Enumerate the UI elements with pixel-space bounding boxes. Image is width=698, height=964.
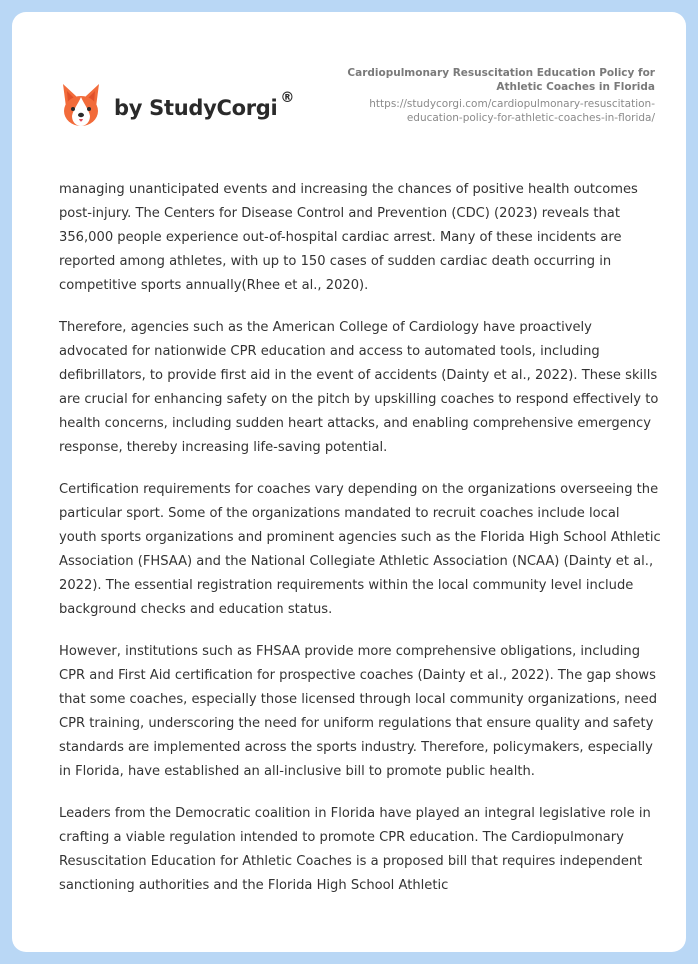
logo-wordmark: [114, 90, 295, 120]
document-header: [315, 66, 655, 125]
paragraph: managing unanticipated events and increasing the chances of positive health outcomes post-injury. The Centers for Disease Control and Prevention (CDC) (2023) reveals that 356,000 people experience out-of-hospital cardiac arrest. Many of these incidents are reported among athletes, with up to 150 cases of sudden cardiac death occurring in competitive sports annually(Rhee et al., 2020).: [59, 182, 638, 293]
document-title: Cardiopulmonary Resuscitation Education Policy for Athletic Coaches in Florida: [347, 67, 655, 93]
logo-brand-name: by StudyCorgi: [114, 96, 278, 120]
corgi-logo-icon: [60, 82, 102, 130]
paragraph: However, institutions such as FHSAA provide more comprehensive obligations, including CPR and First Aid certification for prospective coaches (Dainty et al., 2022). The gap shows that some coaches, especially those licensed through local community organizations, need CPR training, underscoring the need for uniform regulations that ensure quality and safety standards are implemented across the sports industry. Therefore, policymakers, especially in Florida, have established an all-inclusive bill to promote public health.: [59, 644, 658, 779]
document-body: [59, 178, 661, 916]
paragraph: Leaders from the Democratic coalition in Florida have played an integral legislative role in crafting a viable regulation intended to promote CPR education. The Cardiopulmonary Resuscitation Education for Athletic Coaches is a proposed bill that requires independent sanctioning authorities and the Florida High School Athletic: [59, 806, 651, 893]
paragraph: Certification requirements for coaches vary depending on the organizations overseeing the particular sport. Some of the organizations mandated to recruit coaches include local youth sports organizations and prominent agencies such as the Florida High School Athletic Association (FHSAA) and the National Collegiate Athletic Association (NCAA) (Dainty et al., 2022). The essential registration requirements within the local community level include background checks and education status.: [59, 482, 661, 617]
registered-mark: ®: [280, 90, 295, 106]
document-url[interactable]: https://studycorgi.com/cardiopulmonary-resuscitation-education-policy-for-athletic-coaches-in-florida/: [369, 98, 655, 124]
paragraph: Therefore, agencies such as the American College of Cardiology have proactively advocated for nationwide CPR education and access to automated tools, including defibrillators, to provide first aid in the event of accidents (Dainty et al., 2022). These skills are crucial for enhancing safety on the pitch by upskilling coaches to respond effectively to health concerns, including sudden heart attacks, and enabling comprehensive emergency response, thereby increasing life-saving potential.: [59, 320, 659, 455]
studycorgi-logo[interactable]: [60, 76, 294, 136]
document-page: [12, 12, 686, 952]
